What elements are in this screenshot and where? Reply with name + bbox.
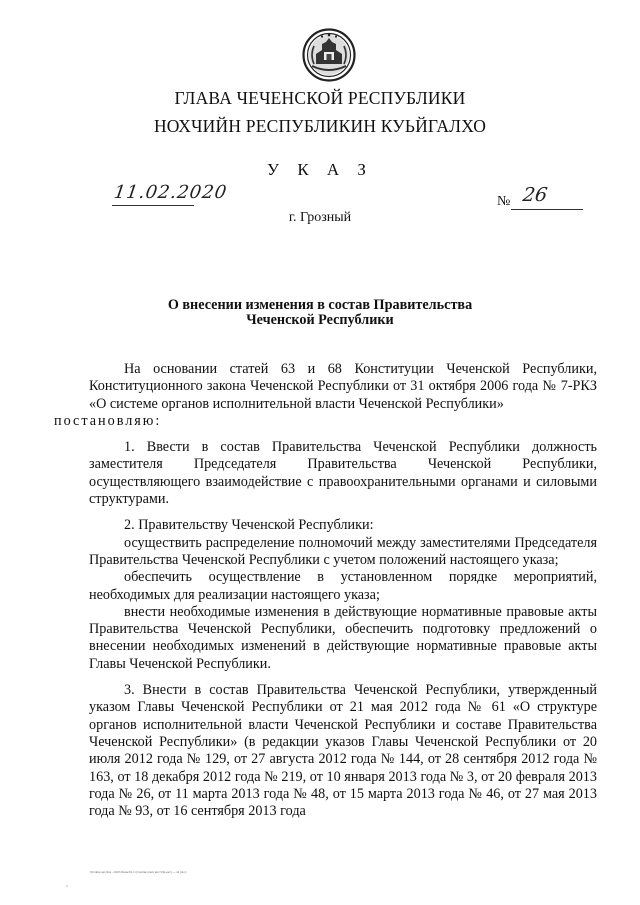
decree-title (0, 298, 640, 328)
item-2c-paragraph: внести необходимые изменения в действующие нормативные правовые акты Правительства Чеченской Республики, обеспечить подготовку предложений о внесении необходимых изменений в действующие нормативные правовые акты Главы Чеченской Республики. (89, 603, 597, 672)
decree-type: У К А З (267, 160, 373, 179)
item-3-paragraph: 3. Внести в состав Правительства Чеченской Республики, утвержденный указом Главы Чеченской Республики от 21 мая 2012 года № 61 «О структуре органов исполнительной власти Чеченской Республики и составе Правительства Чеченской Республики» (в редакции указов Главы Чеченской Республики от 20 июля 2012 года № 129, от 27 августа 2012 года № 144, от 28 сентября 2012 года № 163, от 18 декабря 2012 года № 219, от 10 января 2013 года № 3, от 20 февраля 2013 года № 26, от 11 марта 2013 года № 48, от 15 марта 2013 года № 46, от 27 мая 2013 года № 93, от 16 сентября 2013 года (89, 682, 597, 820)
item-1-paragraph: 1. Ввести в состав Правительства Чеченской Республики должность заместителя Председателя Правительства Чеченской Республики, осуществляющего взаимодействие с правоохранительными органами и силовыми структурами. (89, 439, 597, 508)
decree-number-label: № (497, 194, 511, 209)
date-underline (112, 205, 194, 206)
title-line-2: Чеченской Республики (246, 312, 394, 328)
item-2a-paragraph: осуществить распределение полномочий между заместителями Председателя Правительства Чеченской Республики с учетом положений настоящего указа; (89, 534, 597, 568)
preamble-paragraph (54, 361, 597, 430)
header-line-1: ГЛАВА ЧЕЧЕНСКОЙ РЕСПУБЛИКИ (174, 88, 466, 108)
item-2b-paragraph: обеспечить осуществление в установленном порядке мероприятий, необходимых для реализации настоящего указа; (89, 569, 597, 603)
file-path-footer: \\WorkGroup\Дом - 2020\Указы\02.11 (Снятие пашт инст\Проект) --- 44 (doc) (89, 870, 187, 874)
postanovlyayu-word: постановляю: (54, 412, 162, 429)
coat-of-arms-emblem (302, 28, 356, 82)
decree-date: 11.02.2020 (112, 182, 229, 203)
decree-body (54, 361, 597, 820)
decree-city: г. Грозный (288, 210, 352, 225)
title-line-1: О внесении изменения в состав Правительства (167, 297, 473, 313)
header-line-2: НОХЧИЙН РЕСПУБЛИКИН КУЬЙГАЛХО (153, 116, 487, 136)
item-2-paragraph: 2. Правительству Чеченской Республики: (124, 517, 374, 534)
preamble-text: На основании статей 63 и 68 Конституции Чеченской Республики, Конституционного закона Чеченской Республики от 31 октября 2006 года № 7-РКЗ «О системе органов исполнительной власти Чеченской Республики» (89, 361, 597, 412)
decree-number: 26 (521, 184, 549, 206)
corner-mark: " (66, 886, 69, 891)
